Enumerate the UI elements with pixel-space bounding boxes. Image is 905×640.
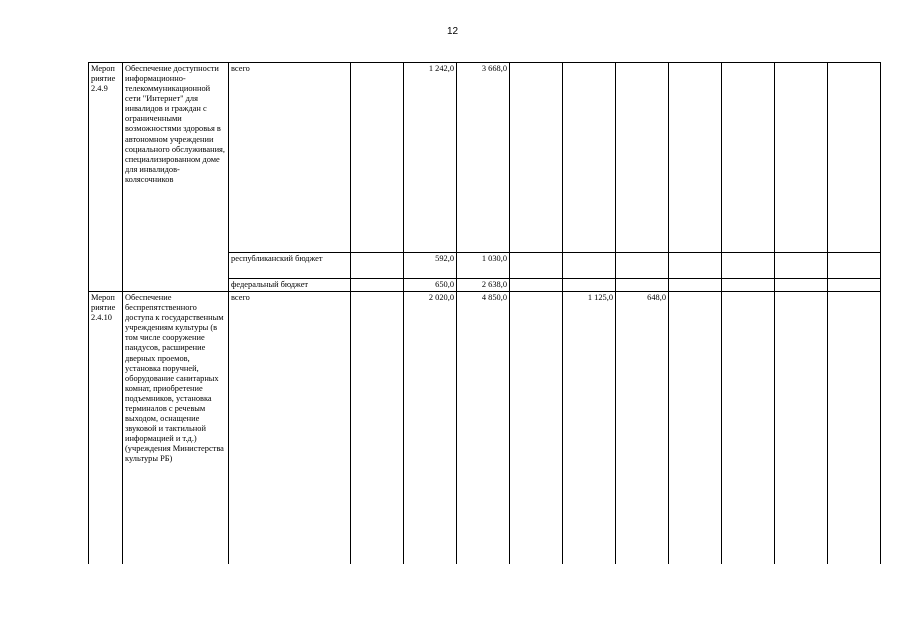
value-cell: [510, 279, 563, 292]
value-cell: 1 242,0: [404, 63, 457, 253]
value-cell: [351, 63, 404, 253]
value-cell: 2 638,0: [457, 279, 510, 292]
value-cell: [510, 63, 563, 253]
measure-description: Обеспечение доступности информационно-телекоммуникационной сети "Интернет" для инвалидов и граждан с ограниченными возможностями здоровья в автономном учреждении социального обслуживания, специализированном доме для инвалидов-колясочников: [123, 63, 229, 292]
value-cell: [669, 279, 722, 292]
funding-source: республиканский бюджет: [229, 253, 351, 279]
value-cell: [616, 279, 669, 292]
value-cell: [351, 253, 404, 279]
budget-table: [88, 62, 881, 564]
funding-source: всего: [229, 63, 351, 253]
value-cell: [828, 63, 881, 253]
value-cell: [775, 63, 828, 253]
value-cell: [722, 279, 775, 292]
measure-description-text: Обеспечение беспрепятственного доступа к государственным учреждениям культуры (в том числе сооружение пандусов, расширение дверных проемов, установка поручней, оборудование санитарных комнат, приобретение подъемников, установка терминалов с речевым выходом, оснащение звуковой и тактильной информацией и т.д.) (учреждения Министерства культуры РБ): [125, 293, 224, 464]
value-cell: 3 668,0: [457, 63, 510, 253]
value-cell: [351, 279, 404, 292]
page-number: 12: [446, 26, 459, 37]
measure-description: [123, 292, 229, 565]
measure-code: [89, 292, 123, 565]
value-cell: [828, 292, 881, 565]
value-cell: [669, 63, 722, 253]
value-cell: [669, 253, 722, 279]
value-cell: [775, 279, 828, 292]
value-cell: [828, 253, 881, 279]
value-cell: [351, 292, 404, 565]
value-cell: 2 020,0: [404, 292, 457, 565]
table-row: [89, 292, 881, 565]
value-cell: [722, 292, 775, 565]
value-cell: [616, 63, 669, 253]
measure-code-text: Мероп риятие 2.4.10: [91, 293, 116, 323]
value-cell: [775, 292, 828, 565]
value-cell: [828, 279, 881, 292]
funding-source: всего: [229, 292, 351, 565]
value-cell: 1 030,0: [457, 253, 510, 279]
value-cell: 4 850,0: [457, 292, 510, 565]
value-cell: [510, 253, 563, 279]
value-cell: [510, 292, 563, 565]
value-cell: [616, 253, 669, 279]
table-row: [89, 63, 881, 253]
value-cell: [722, 63, 775, 253]
value-cell: [775, 253, 828, 279]
value-cell: 650,0: [404, 279, 457, 292]
value-cell: [563, 63, 616, 253]
funding-source: федеральный бюджет: [229, 279, 351, 292]
value-cell: [722, 253, 775, 279]
value-cell: [563, 253, 616, 279]
measure-code: Мероп риятие 2.4.9: [89, 63, 123, 292]
value-cell: 648,0: [616, 292, 669, 565]
value-cell: [563, 279, 616, 292]
value-cell: [669, 292, 722, 565]
value-cell: 1 125,0: [563, 292, 616, 565]
value-cell: 592,0: [404, 253, 457, 279]
